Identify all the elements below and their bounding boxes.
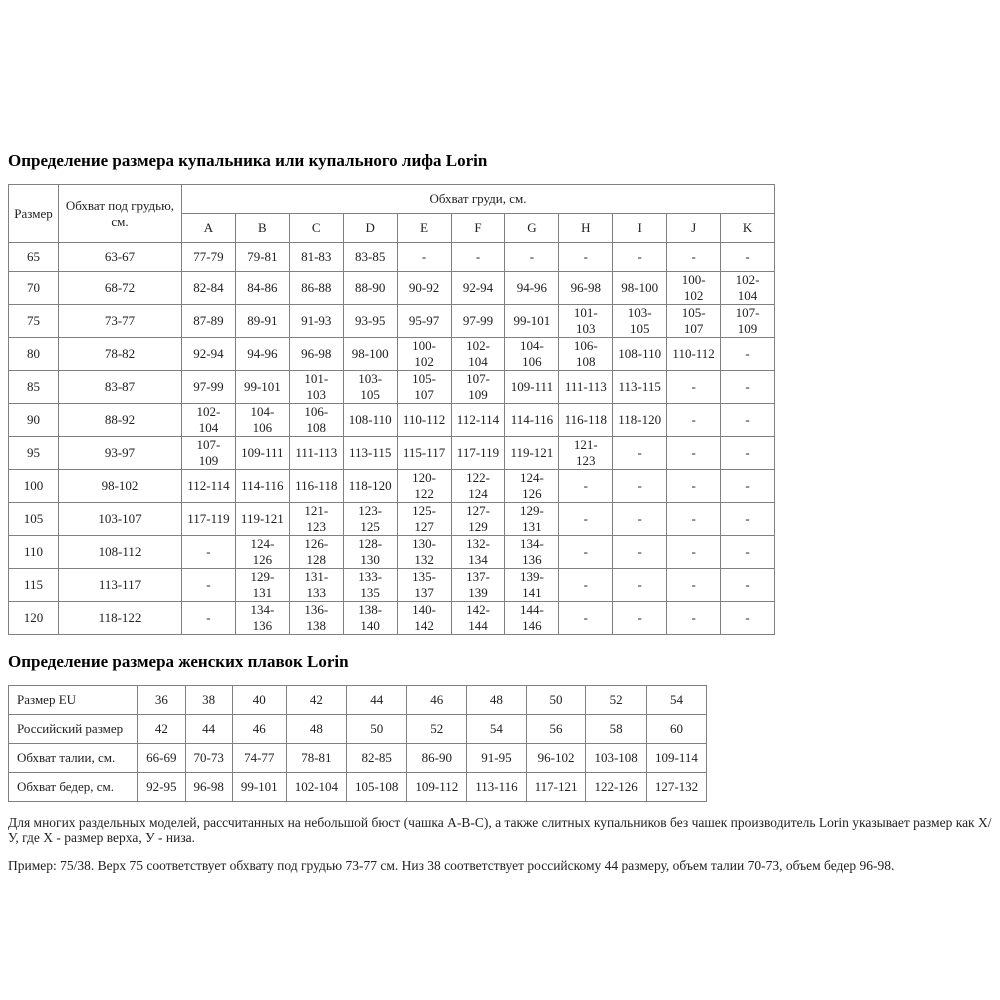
note-paragraph-1: Для многих раздельных моделей, рассчитанных на небольшой бюст (чашка A-B-C), а также слитных купальников без чашек производитель Lorin указывает размер как Х/У, где Х - размер верха, У - низа. xyxy=(8,814,992,846)
bust-range-cell: 84-86 xyxy=(235,272,289,305)
bust-range-cell: 107-109 xyxy=(721,305,775,338)
value-cell: 54 xyxy=(467,714,526,743)
size-notes xyxy=(8,815,992,874)
bust-range-cell: 81-83 xyxy=(289,243,343,272)
bust-range-cell: - xyxy=(721,602,775,635)
bust-range-cell: 137-139 xyxy=(451,569,505,602)
bust-range-cell: 87-89 xyxy=(182,305,236,338)
value-cell: 103-108 xyxy=(586,743,646,772)
bra-table-row xyxy=(9,272,775,305)
note-paragraph-2: Пример: 75/38. Верх 75 соответствует обхвату под грудью 73-77 см. Низ 38 соответствует российскому 44 размеру, объем талии 70-73, объем бедер 96-98. xyxy=(8,857,895,873)
underbust-cell: 98-102 xyxy=(59,470,182,503)
bust-range-cell: 107-109 xyxy=(182,437,236,470)
bra-header-underbust: Обхват под грудью, см. xyxy=(59,185,182,243)
bust-range-cell: 117-119 xyxy=(451,437,505,470)
value-cell: 40 xyxy=(232,685,286,714)
bust-range-cell: - xyxy=(721,503,775,536)
bust-range-cell: - xyxy=(667,569,721,602)
value-cell: 66-69 xyxy=(138,743,185,772)
bust-range-cell: - xyxy=(559,569,613,602)
bust-range-cell: - xyxy=(559,602,613,635)
bust-range-cell: 99-101 xyxy=(505,305,559,338)
cup-label-cell: I xyxy=(613,214,667,243)
bust-range-cell: - xyxy=(182,569,236,602)
bust-range-cell: 99-101 xyxy=(235,371,289,404)
bust-range-cell: - xyxy=(721,243,775,272)
value-cell: 48 xyxy=(467,685,526,714)
bust-range-cell: 130-132 xyxy=(397,536,451,569)
bust-range-cell: 77-79 xyxy=(182,243,236,272)
underbust-cell: 88-92 xyxy=(59,404,182,437)
bust-range-cell: 96-98 xyxy=(559,272,613,305)
bust-range-cell: 109-111 xyxy=(505,371,559,404)
bust-range-cell: 121-123 xyxy=(289,503,343,536)
bust-range-cell: 101-103 xyxy=(559,305,613,338)
bust-range-cell: - xyxy=(667,404,721,437)
value-cell: 113-116 xyxy=(467,772,526,801)
bust-range-cell: 113-115 xyxy=(343,437,397,470)
underbust-cell: 93-97 xyxy=(59,437,182,470)
value-cell: 58 xyxy=(586,714,646,743)
bust-range-cell: 135-137 xyxy=(397,569,451,602)
bust-range-cell: - xyxy=(613,536,667,569)
bust-range-cell: 140-142 xyxy=(397,602,451,635)
value-cell: 70-73 xyxy=(185,743,232,772)
bra-table-row xyxy=(9,404,775,437)
value-cell: 122-126 xyxy=(586,772,646,801)
underbust-cell: 73-77 xyxy=(59,305,182,338)
bust-range-cell: - xyxy=(667,602,721,635)
bust-range-cell: 96-98 xyxy=(289,338,343,371)
bust-range-cell: 133-135 xyxy=(343,569,397,602)
bust-range-cell: 104-106 xyxy=(235,404,289,437)
value-cell: 78-81 xyxy=(286,743,346,772)
bust-range-cell: - xyxy=(667,371,721,404)
bust-range-cell: 97-99 xyxy=(182,371,236,404)
row-label-cell: Обхват талии, см. xyxy=(9,743,138,772)
bust-range-cell: 119-121 xyxy=(505,437,559,470)
bust-range-cell: 101-103 xyxy=(289,371,343,404)
value-cell: 109-114 xyxy=(646,743,706,772)
value-cell: 38 xyxy=(185,685,232,714)
bra-size-table xyxy=(8,184,775,635)
size-cell: 105 xyxy=(9,503,59,536)
bust-range-cell: 109-111 xyxy=(235,437,289,470)
bust-range-cell: - xyxy=(721,338,775,371)
bust-range-cell: - xyxy=(613,503,667,536)
bra-table-row xyxy=(9,243,775,272)
bust-range-cell: 100-102 xyxy=(397,338,451,371)
size-cell: 115 xyxy=(9,569,59,602)
bust-range-cell: 139-141 xyxy=(505,569,559,602)
value-cell: 102-104 xyxy=(286,772,346,801)
size-cell: 95 xyxy=(9,437,59,470)
bust-range-cell: 102-104 xyxy=(721,272,775,305)
cup-label-cell: F xyxy=(451,214,505,243)
value-cell: 105-108 xyxy=(347,772,407,801)
cup-label-cell: J xyxy=(667,214,721,243)
bust-range-cell: - xyxy=(667,536,721,569)
bra-table-row xyxy=(9,602,775,635)
cup-label-cell: B xyxy=(235,214,289,243)
bust-range-cell: 92-94 xyxy=(451,272,505,305)
briefs-size-table xyxy=(8,685,707,802)
size-cell: 75 xyxy=(9,305,59,338)
bust-range-cell: - xyxy=(505,243,559,272)
cup-label-cell: C xyxy=(289,214,343,243)
bust-range-cell: 94-96 xyxy=(505,272,559,305)
bust-range-cell: 105-107 xyxy=(667,305,721,338)
bra-header-row-1 xyxy=(9,185,775,214)
bust-range-cell: 111-113 xyxy=(559,371,613,404)
bust-range-cell: - xyxy=(721,470,775,503)
bust-range-cell: - xyxy=(559,470,613,503)
value-cell: 74-77 xyxy=(232,743,286,772)
bust-range-cell: 138-140 xyxy=(343,602,397,635)
bust-range-cell: 114-116 xyxy=(505,404,559,437)
bust-range-cell: 105-107 xyxy=(397,371,451,404)
bust-range-cell: - xyxy=(559,536,613,569)
bust-range-cell: 102-104 xyxy=(182,404,236,437)
size-cell: 110 xyxy=(9,536,59,569)
briefs-table-row xyxy=(9,685,707,714)
bra-table-row xyxy=(9,371,775,404)
value-cell: 54 xyxy=(646,685,706,714)
bust-range-cell: 128-130 xyxy=(343,536,397,569)
bust-range-cell: 98-100 xyxy=(613,272,667,305)
bust-range-cell: 119-121 xyxy=(235,503,289,536)
value-cell: 50 xyxy=(526,685,586,714)
size-cell: 80 xyxy=(9,338,59,371)
bust-range-cell: - xyxy=(721,404,775,437)
bust-range-cell: 89-91 xyxy=(235,305,289,338)
bust-range-cell: 102-104 xyxy=(451,338,505,371)
value-cell: 127-132 xyxy=(646,772,706,801)
bust-range-cell: 104-106 xyxy=(505,338,559,371)
bust-range-cell: - xyxy=(721,536,775,569)
bust-range-cell: 122-124 xyxy=(451,470,505,503)
bra-table-row xyxy=(9,569,775,602)
value-cell: 48 xyxy=(286,714,346,743)
bust-range-cell: 118-120 xyxy=(613,404,667,437)
size-cell: 70 xyxy=(9,272,59,305)
value-cell: 52 xyxy=(407,714,467,743)
bust-range-cell: - xyxy=(559,503,613,536)
bust-range-cell: - xyxy=(667,470,721,503)
briefs-table-row xyxy=(9,714,707,743)
value-cell: 117-121 xyxy=(526,772,586,801)
bust-range-cell: - xyxy=(667,503,721,536)
size-cell: 100 xyxy=(9,470,59,503)
bust-range-cell: 93-95 xyxy=(343,305,397,338)
bust-range-cell: 98-100 xyxy=(343,338,397,371)
bust-range-cell: 110-112 xyxy=(397,404,451,437)
value-cell: 46 xyxy=(232,714,286,743)
bra-table-row xyxy=(9,338,775,371)
bust-range-cell: - xyxy=(721,569,775,602)
cup-label-cell: A xyxy=(182,214,236,243)
bust-range-cell: 132-134 xyxy=(451,536,505,569)
bust-range-cell: 79-81 xyxy=(235,243,289,272)
value-cell: 96-102 xyxy=(526,743,586,772)
bust-range-cell: - xyxy=(613,437,667,470)
value-cell: 50 xyxy=(347,714,407,743)
value-cell: 42 xyxy=(138,714,185,743)
underbust-cell: 78-82 xyxy=(59,338,182,371)
underbust-cell: 83-87 xyxy=(59,371,182,404)
value-cell: 44 xyxy=(347,685,407,714)
bust-range-cell: 144-146 xyxy=(505,602,559,635)
size-cell: 85 xyxy=(9,371,59,404)
row-label-cell: Размер EU xyxy=(9,685,138,714)
bust-range-cell: 114-116 xyxy=(235,470,289,503)
underbust-cell: 118-122 xyxy=(59,602,182,635)
size-cell: 65 xyxy=(9,243,59,272)
bust-range-cell: - xyxy=(721,437,775,470)
cup-label-cell: G xyxy=(505,214,559,243)
underbust-cell: 103-107 xyxy=(59,503,182,536)
bust-range-cell: - xyxy=(721,371,775,404)
bust-range-cell: 106-108 xyxy=(559,338,613,371)
bust-range-cell: - xyxy=(613,470,667,503)
bust-range-cell: 134-136 xyxy=(235,602,289,635)
bust-range-cell: 129-131 xyxy=(235,569,289,602)
bust-range-cell: - xyxy=(182,536,236,569)
bust-range-cell: 108-110 xyxy=(343,404,397,437)
value-cell: 46 xyxy=(407,685,467,714)
bust-range-cell: 142-144 xyxy=(451,602,505,635)
bust-range-cell: 83-85 xyxy=(343,243,397,272)
bra-table-row xyxy=(9,437,775,470)
bust-range-cell: 131-133 xyxy=(289,569,343,602)
bust-range-cell: - xyxy=(451,243,505,272)
bust-range-cell: 110-112 xyxy=(667,338,721,371)
value-cell: 96-98 xyxy=(185,772,232,801)
briefs-section-title: Определение размера женских плавок Lorin xyxy=(8,652,349,672)
bust-range-cell: 123-125 xyxy=(343,503,397,536)
bust-range-cell: - xyxy=(613,569,667,602)
bust-range-cell: 91-93 xyxy=(289,305,343,338)
value-cell: 82-85 xyxy=(347,743,407,772)
bra-table-row xyxy=(9,305,775,338)
bust-range-cell: 120-122 xyxy=(397,470,451,503)
bust-range-cell: 129-131 xyxy=(505,503,559,536)
bust-range-cell: 108-110 xyxy=(613,338,667,371)
bust-range-cell: 127-129 xyxy=(451,503,505,536)
bust-range-cell: 86-88 xyxy=(289,272,343,305)
bust-range-cell: 126-128 xyxy=(289,536,343,569)
bust-range-cell: 116-118 xyxy=(289,470,343,503)
briefs-table-body xyxy=(9,685,707,801)
bust-range-cell: 112-114 xyxy=(451,404,505,437)
bra-section-title: Определение размера купальника или купального лифа Lorin xyxy=(8,151,488,170)
bra-table-row xyxy=(9,503,775,536)
bust-range-cell: 92-94 xyxy=(182,338,236,371)
bra-header-size: Размер xyxy=(9,185,59,243)
cup-label-cell: D xyxy=(343,214,397,243)
value-cell: 56 xyxy=(526,714,586,743)
bust-range-cell: 95-97 xyxy=(397,305,451,338)
value-cell: 44 xyxy=(185,714,232,743)
bust-range-cell: 121-123 xyxy=(559,437,613,470)
size-cell: 120 xyxy=(9,602,59,635)
value-cell: 92-95 xyxy=(138,772,185,801)
bust-range-cell: 134-136 xyxy=(505,536,559,569)
underbust-cell: 113-117 xyxy=(59,569,182,602)
value-cell: 42 xyxy=(286,685,346,714)
bust-range-cell: 106-108 xyxy=(289,404,343,437)
bust-range-cell: 118-120 xyxy=(343,470,397,503)
bust-range-cell: 125-127 xyxy=(397,503,451,536)
underbust-cell: 68-72 xyxy=(59,272,182,305)
value-cell: 91-95 xyxy=(467,743,526,772)
bust-range-cell: - xyxy=(613,602,667,635)
bust-range-cell: - xyxy=(667,243,721,272)
row-label-cell: Российский размер xyxy=(9,714,138,743)
value-cell: 36 xyxy=(138,685,185,714)
bra-header-bust: Обхват груди, см. xyxy=(182,185,775,214)
bust-range-cell: 117-119 xyxy=(182,503,236,536)
bust-range-cell: - xyxy=(397,243,451,272)
bust-range-cell: 116-118 xyxy=(559,404,613,437)
size-cell: 90 xyxy=(9,404,59,437)
bust-range-cell: 124-126 xyxy=(505,470,559,503)
bust-range-cell: 111-113 xyxy=(289,437,343,470)
bust-range-cell: - xyxy=(559,243,613,272)
bust-range-cell: - xyxy=(667,437,721,470)
bust-range-cell: - xyxy=(182,602,236,635)
bust-range-cell: 82-84 xyxy=(182,272,236,305)
briefs-table-row xyxy=(9,743,707,772)
cup-label-cell: E xyxy=(397,214,451,243)
row-label-cell: Обхват бедер, см. xyxy=(9,772,138,801)
bust-range-cell: 103-105 xyxy=(613,305,667,338)
bust-range-cell: 94-96 xyxy=(235,338,289,371)
bust-range-cell: 136-138 xyxy=(289,602,343,635)
value-cell: 86-90 xyxy=(407,743,467,772)
bust-range-cell: 107-109 xyxy=(451,371,505,404)
cup-label-cell: K xyxy=(721,214,775,243)
value-cell: 60 xyxy=(646,714,706,743)
bust-range-cell: 115-117 xyxy=(397,437,451,470)
bust-range-cell: 88-90 xyxy=(343,272,397,305)
bust-range-cell: 124-126 xyxy=(235,536,289,569)
bust-range-cell: 113-115 xyxy=(613,371,667,404)
bust-range-cell: 90-92 xyxy=(397,272,451,305)
bust-range-cell: 112-114 xyxy=(182,470,236,503)
value-cell: 52 xyxy=(586,685,646,714)
cup-label-cell: H xyxy=(559,214,613,243)
value-cell: 99-101 xyxy=(232,772,286,801)
bust-range-cell: 100-102 xyxy=(667,272,721,305)
bra-table-body xyxy=(9,243,775,635)
bust-range-cell: - xyxy=(613,243,667,272)
underbust-cell: 108-112 xyxy=(59,536,182,569)
briefs-table-row xyxy=(9,772,707,801)
value-cell: 109-112 xyxy=(407,772,467,801)
bust-range-cell: 97-99 xyxy=(451,305,505,338)
bust-range-cell: 103-105 xyxy=(343,371,397,404)
bra-table-row xyxy=(9,470,775,503)
underbust-cell: 63-67 xyxy=(59,243,182,272)
bra-table-row xyxy=(9,536,775,569)
